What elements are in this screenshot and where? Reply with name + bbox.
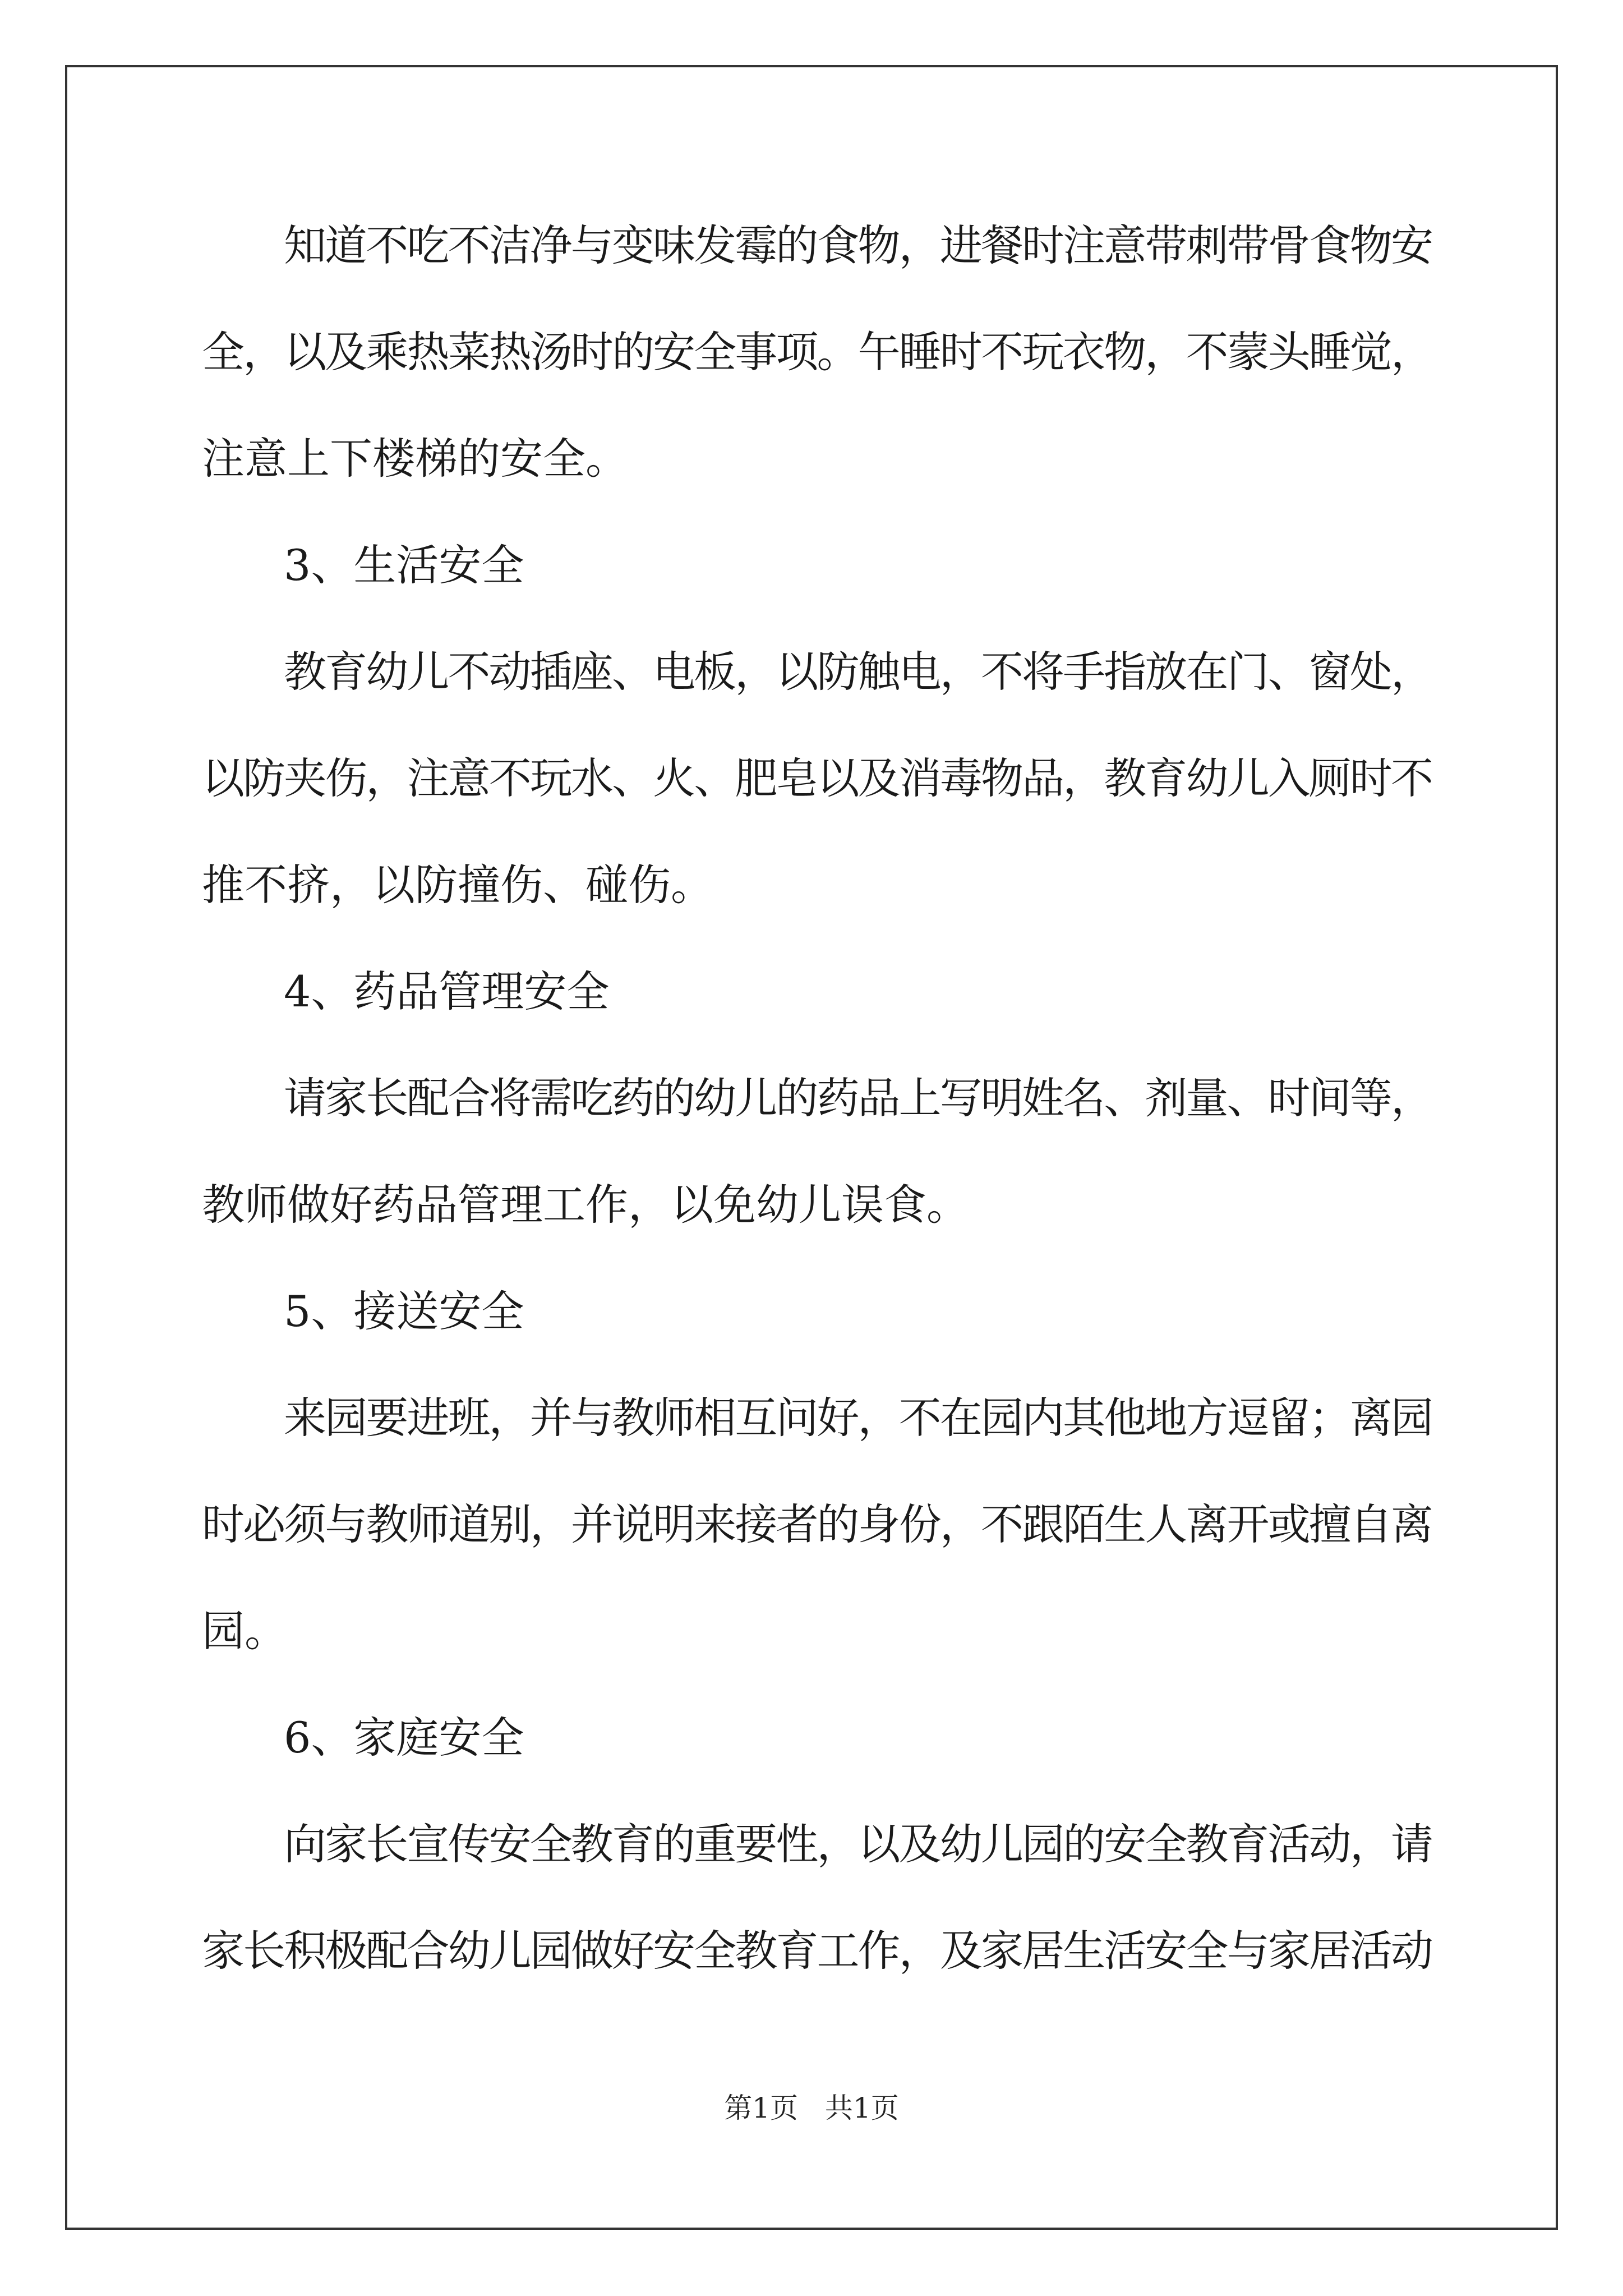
paragraph-line: 全，以及乘热菜热汤时的安全事项。午睡时不玩衣物，不蒙头睡觉， bbox=[202, 327, 1432, 377]
document-body bbox=[202, 210, 1433, 2022]
paragraph-line: 教育幼儿不动插座、电板，以防触电，不将手指放在门、窗处， bbox=[284, 647, 1432, 697]
paragraph-line: 时必须与教师道别，并说明来接者的身份，不跟陌生人离开或擅自离 bbox=[202, 1499, 1432, 1549]
page-total: 共1页 bbox=[825, 2092, 899, 2124]
paragraph-line: 园。 bbox=[202, 1606, 287, 1656]
paragraph-line: 知道不吃不洁净与变味发霉的食物，进餐时注意带刺带骨食物安 bbox=[284, 220, 1432, 270]
paragraph-line: 推不挤，以防撞伤、碰伤。 bbox=[202, 860, 713, 910]
page-number: 第1页 bbox=[724, 2092, 798, 2124]
section-heading: 4、药品管理安全 bbox=[284, 967, 610, 1016]
paragraph-line: 家长积极配合幼儿园做好安全教育工作，及家居生活安全与家居活动 bbox=[202, 1926, 1432, 1976]
page-footer bbox=[0, 2091, 1623, 2125]
paragraph-line: 注意上下楼梯的安全。 bbox=[202, 434, 628, 484]
section-heading: 3、生活安全 bbox=[284, 540, 524, 590]
paragraph-line: 请家长配合将需吃药的幼儿的药品上写明姓名、剂量、时间等， bbox=[284, 1073, 1432, 1123]
paragraph-line: 教师做好药品管理工作，以免幼儿误食。 bbox=[202, 1180, 969, 1230]
paragraph-line: 以防夹伤，注意不玩水、火、肥皂以及消毒物品，教育幼儿入厕时不 bbox=[202, 753, 1432, 803]
paragraph-line: 来园要进班，并与教师相互问好，不在园内其他地方逗留；离园 bbox=[284, 1393, 1432, 1443]
paragraph-line: 向家长宣传安全教育的重要性，以及幼儿园的安全教育活动，请 bbox=[284, 1819, 1432, 1869]
section-heading: 6、家庭安全 bbox=[284, 1713, 524, 1763]
section-heading: 5、接送安全 bbox=[284, 1286, 524, 1336]
